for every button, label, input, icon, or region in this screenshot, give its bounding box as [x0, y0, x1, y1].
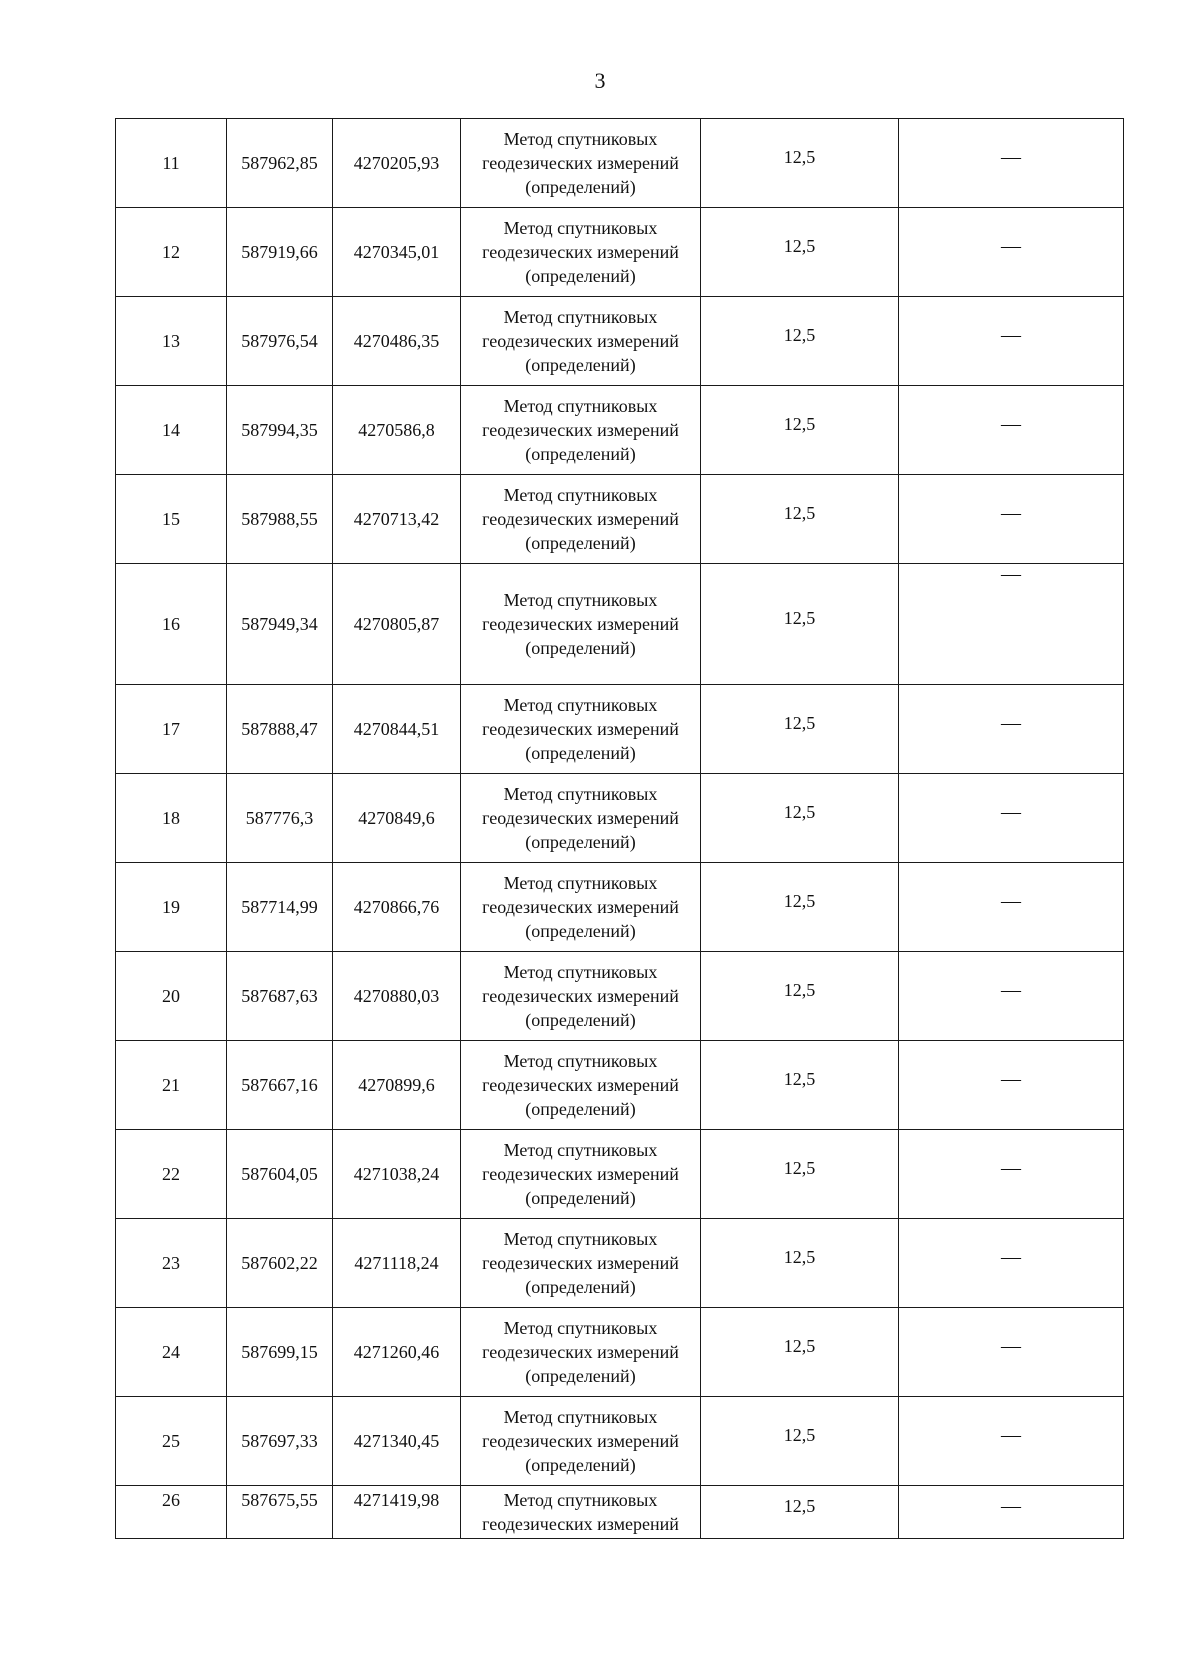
point-number-cell: 17	[116, 685, 227, 774]
accuracy-cell	[701, 1219, 899, 1308]
note-cell	[899, 685, 1124, 774]
y-coordinate-cell: 4270805,87	[333, 564, 461, 685]
method-line: геодезических измерений	[482, 986, 679, 1006]
accuracy-value: 12,5	[783, 802, 816, 822]
method-line: геодезических измерений	[482, 509, 679, 529]
y-coordinate-cell: 4270866,76	[333, 863, 461, 952]
method-line: геодезических измерений	[482, 614, 679, 634]
point-number-cell: 26	[116, 1486, 227, 1539]
point-number-cell: 24	[116, 1308, 227, 1397]
x-coordinate-cell: 587604,05	[227, 1130, 333, 1219]
note-cell	[899, 774, 1124, 863]
note-cell	[899, 1308, 1124, 1397]
x-coordinate-cell: 587962,85	[227, 119, 333, 208]
method-line: Метод спутниковых	[503, 1490, 658, 1510]
accuracy-value: 12,5	[783, 891, 816, 911]
accuracy-value: 12,5	[783, 147, 816, 167]
dash-mark: —	[1001, 563, 1021, 585]
table-row	[116, 386, 1124, 475]
x-coordinate-cell: 587988,55	[227, 475, 333, 564]
x-coordinate-cell: 587699,15	[227, 1308, 333, 1397]
note-cell	[899, 564, 1124, 685]
method-line: геодезических измерений	[482, 1514, 679, 1534]
note-cell	[899, 386, 1124, 475]
accuracy-value: 12,5	[783, 1247, 816, 1267]
y-coordinate-cell: 4271260,46	[333, 1308, 461, 1397]
dash-mark: —	[1001, 801, 1021, 823]
method-cell	[461, 208, 701, 297]
method-cell	[461, 685, 701, 774]
point-number-cell: 19	[116, 863, 227, 952]
method-line: Метод спутниковых	[503, 1229, 658, 1249]
accuracy-cell	[701, 952, 899, 1041]
accuracy-cell	[701, 774, 899, 863]
accuracy-cell	[701, 1041, 899, 1130]
dash-mark: —	[1001, 1246, 1021, 1268]
table-row	[116, 774, 1124, 863]
method-cell	[461, 1486, 701, 1539]
method-cell	[461, 564, 701, 685]
y-coordinate-cell: 4270849,6	[333, 774, 461, 863]
method-line: (определений)	[525, 832, 636, 852]
x-coordinate-cell: 587976,54	[227, 297, 333, 386]
table-row	[116, 208, 1124, 297]
method-line: (определений)	[525, 1455, 636, 1475]
accuracy-cell	[701, 564, 899, 685]
y-coordinate-cell: 4271038,24	[333, 1130, 461, 1219]
method-cell	[461, 119, 701, 208]
x-coordinate-cell: 587919,66	[227, 208, 333, 297]
accuracy-value: 12,5	[783, 1336, 816, 1356]
point-number-cell: 16	[116, 564, 227, 685]
method-line: Метод спутниковых	[503, 396, 658, 416]
note-cell	[899, 208, 1124, 297]
point-number-cell: 13	[116, 297, 227, 386]
x-coordinate-cell: 587714,99	[227, 863, 333, 952]
method-cell	[461, 1130, 701, 1219]
method-cell	[461, 1041, 701, 1130]
dash-mark: —	[1001, 324, 1021, 346]
point-number-cell: 18	[116, 774, 227, 863]
method-line: (определений)	[525, 177, 636, 197]
x-coordinate-cell: 587994,35	[227, 386, 333, 475]
accuracy-cell	[701, 386, 899, 475]
y-coordinate-cell: 4271340,45	[333, 1397, 461, 1486]
table-row	[116, 297, 1124, 386]
method-line: (определений)	[525, 355, 636, 375]
accuracy-value: 12,5	[783, 503, 816, 523]
dash-mark: —	[1001, 146, 1021, 168]
method-line: геодезических измерений	[482, 1342, 679, 1362]
accuracy-cell	[701, 1397, 899, 1486]
y-coordinate-cell: 4270713,42	[333, 475, 461, 564]
method-line: Метод спутниковых	[503, 873, 658, 893]
method-line: (определений)	[525, 1277, 636, 1297]
point-number-cell: 23	[116, 1219, 227, 1308]
table-row	[116, 564, 1124, 685]
accuracy-cell	[701, 297, 899, 386]
method-line: (определений)	[525, 444, 636, 464]
method-line: Метод спутниковых	[503, 485, 658, 505]
method-line: (определений)	[525, 266, 636, 286]
method-line: геодезических измерений	[482, 897, 679, 917]
table-row	[116, 952, 1124, 1041]
method-cell	[461, 1397, 701, 1486]
dash-mark: —	[1001, 1068, 1021, 1090]
note-cell	[899, 1041, 1124, 1130]
method-line: геодезических измерений	[482, 331, 679, 351]
method-cell	[461, 1308, 701, 1397]
note-cell	[899, 475, 1124, 564]
point-number-cell: 20	[116, 952, 227, 1041]
accuracy-cell	[701, 1486, 899, 1539]
method-line: Метод спутниковых	[503, 962, 658, 982]
method-line: Метод спутниковых	[503, 695, 658, 715]
method-line: (определений)	[525, 638, 636, 658]
accuracy-value: 12,5	[783, 713, 816, 733]
point-number-cell: 12	[116, 208, 227, 297]
accuracy-cell	[701, 208, 899, 297]
note-cell	[899, 1486, 1124, 1539]
method-line: геодезических измерений	[482, 153, 679, 173]
y-coordinate-cell: 4270345,01	[333, 208, 461, 297]
dash-mark: —	[1001, 1157, 1021, 1179]
method-cell	[461, 774, 701, 863]
method-line: геодезических измерений	[482, 242, 679, 262]
y-coordinate-cell: 4270880,03	[333, 952, 461, 1041]
method-cell	[461, 386, 701, 475]
table-row	[116, 1219, 1124, 1308]
dash-mark: —	[1001, 712, 1021, 734]
method-line: Метод спутниковых	[503, 218, 658, 238]
method-line: геодезических измерений	[482, 420, 679, 440]
method-line: (определений)	[525, 1366, 636, 1386]
dash-mark: —	[1001, 502, 1021, 524]
x-coordinate-cell: 587687,63	[227, 952, 333, 1041]
table-row	[116, 1397, 1124, 1486]
point-number-cell: 14	[116, 386, 227, 475]
note-cell	[899, 297, 1124, 386]
note-cell	[899, 1130, 1124, 1219]
note-cell	[899, 1397, 1124, 1486]
dash-mark: —	[1001, 1495, 1021, 1517]
accuracy-cell	[701, 1308, 899, 1397]
y-coordinate-cell: 4271118,24	[333, 1219, 461, 1308]
y-coordinate-cell: 4270899,6	[333, 1041, 461, 1130]
method-line: Метод спутниковых	[503, 129, 658, 149]
dash-mark: —	[1001, 890, 1021, 912]
dash-mark: —	[1001, 979, 1021, 1001]
method-line: (определений)	[525, 921, 636, 941]
point-number-cell: 15	[116, 475, 227, 564]
method-line: геодезических измерений	[482, 1431, 679, 1451]
note-cell	[899, 863, 1124, 952]
x-coordinate-cell: 587888,47	[227, 685, 333, 774]
method-line: Метод спутниковых	[503, 784, 658, 804]
method-line: геодезических измерений	[482, 1075, 679, 1095]
method-line: (определений)	[525, 533, 636, 553]
note-cell	[899, 1219, 1124, 1308]
method-line: (определений)	[525, 743, 636, 763]
table-row	[116, 685, 1124, 774]
accuracy-cell	[701, 1130, 899, 1219]
table-row	[116, 1130, 1124, 1219]
accuracy-value: 12,5	[783, 414, 816, 434]
accuracy-value: 12,5	[783, 1496, 816, 1516]
coordinates-table	[115, 118, 1124, 1539]
point-number-cell: 11	[116, 119, 227, 208]
table-body	[116, 119, 1124, 1539]
accuracy-value: 12,5	[783, 1425, 816, 1445]
method-line: Метод спутниковых	[503, 1140, 658, 1160]
method-line: геодезических измерений	[482, 808, 679, 828]
method-line: Метод спутниковых	[503, 1407, 658, 1427]
accuracy-value: 12,5	[783, 608, 816, 628]
accuracy-value: 12,5	[783, 325, 816, 345]
x-coordinate-cell: 587667,16	[227, 1041, 333, 1130]
page-number: 3	[594, 68, 606, 93]
point-number-cell: 25	[116, 1397, 227, 1486]
dash-mark: —	[1001, 235, 1021, 257]
method-line: Метод спутниковых	[503, 1318, 658, 1338]
method-line: геодезических измерений	[482, 1164, 679, 1184]
accuracy-cell	[701, 475, 899, 564]
note-cell	[899, 952, 1124, 1041]
method-cell	[461, 863, 701, 952]
x-coordinate-cell: 587675,55	[227, 1486, 333, 1539]
method-line: (определений)	[525, 1099, 636, 1119]
table-row	[116, 1308, 1124, 1397]
method-line: Метод спутниковых	[503, 307, 658, 327]
accuracy-value: 12,5	[783, 980, 816, 1000]
table-row	[116, 1486, 1124, 1539]
accuracy-value: 12,5	[783, 1158, 816, 1178]
method-cell	[461, 475, 701, 564]
y-coordinate-cell: 4271419,98	[333, 1486, 461, 1539]
table-row	[116, 475, 1124, 564]
method-line: (определений)	[525, 1188, 636, 1208]
point-number-cell: 21	[116, 1041, 227, 1130]
x-coordinate-cell: 587697,33	[227, 1397, 333, 1486]
accuracy-value: 12,5	[783, 1069, 816, 1089]
x-coordinate-cell: 587776,3	[227, 774, 333, 863]
method-line: Метод спутниковых	[503, 1051, 658, 1071]
method-cell	[461, 1219, 701, 1308]
y-coordinate-cell: 4270486,35	[333, 297, 461, 386]
method-cell	[461, 952, 701, 1041]
x-coordinate-cell: 587949,34	[227, 564, 333, 685]
method-cell	[461, 297, 701, 386]
y-coordinate-cell: 4270844,51	[333, 685, 461, 774]
x-coordinate-cell: 587602,22	[227, 1219, 333, 1308]
dash-mark: —	[1001, 1424, 1021, 1446]
method-line: Метод спутниковых	[503, 590, 658, 610]
point-number-cell: 22	[116, 1130, 227, 1219]
table-row	[116, 1041, 1124, 1130]
accuracy-cell	[701, 685, 899, 774]
accuracy-cell	[701, 119, 899, 208]
method-line: геодезических измерений	[482, 719, 679, 739]
y-coordinate-cell: 4270205,93	[333, 119, 461, 208]
accuracy-value: 12,5	[783, 236, 816, 256]
accuracy-cell	[701, 863, 899, 952]
y-coordinate-cell: 4270586,8	[333, 386, 461, 475]
note-cell	[899, 119, 1124, 208]
table-row	[116, 119, 1124, 208]
method-line: геодезических измерений	[482, 1253, 679, 1273]
dash-mark: —	[1001, 413, 1021, 435]
method-line: (определений)	[525, 1010, 636, 1030]
dash-mark: —	[1001, 1335, 1021, 1357]
table-row	[116, 863, 1124, 952]
